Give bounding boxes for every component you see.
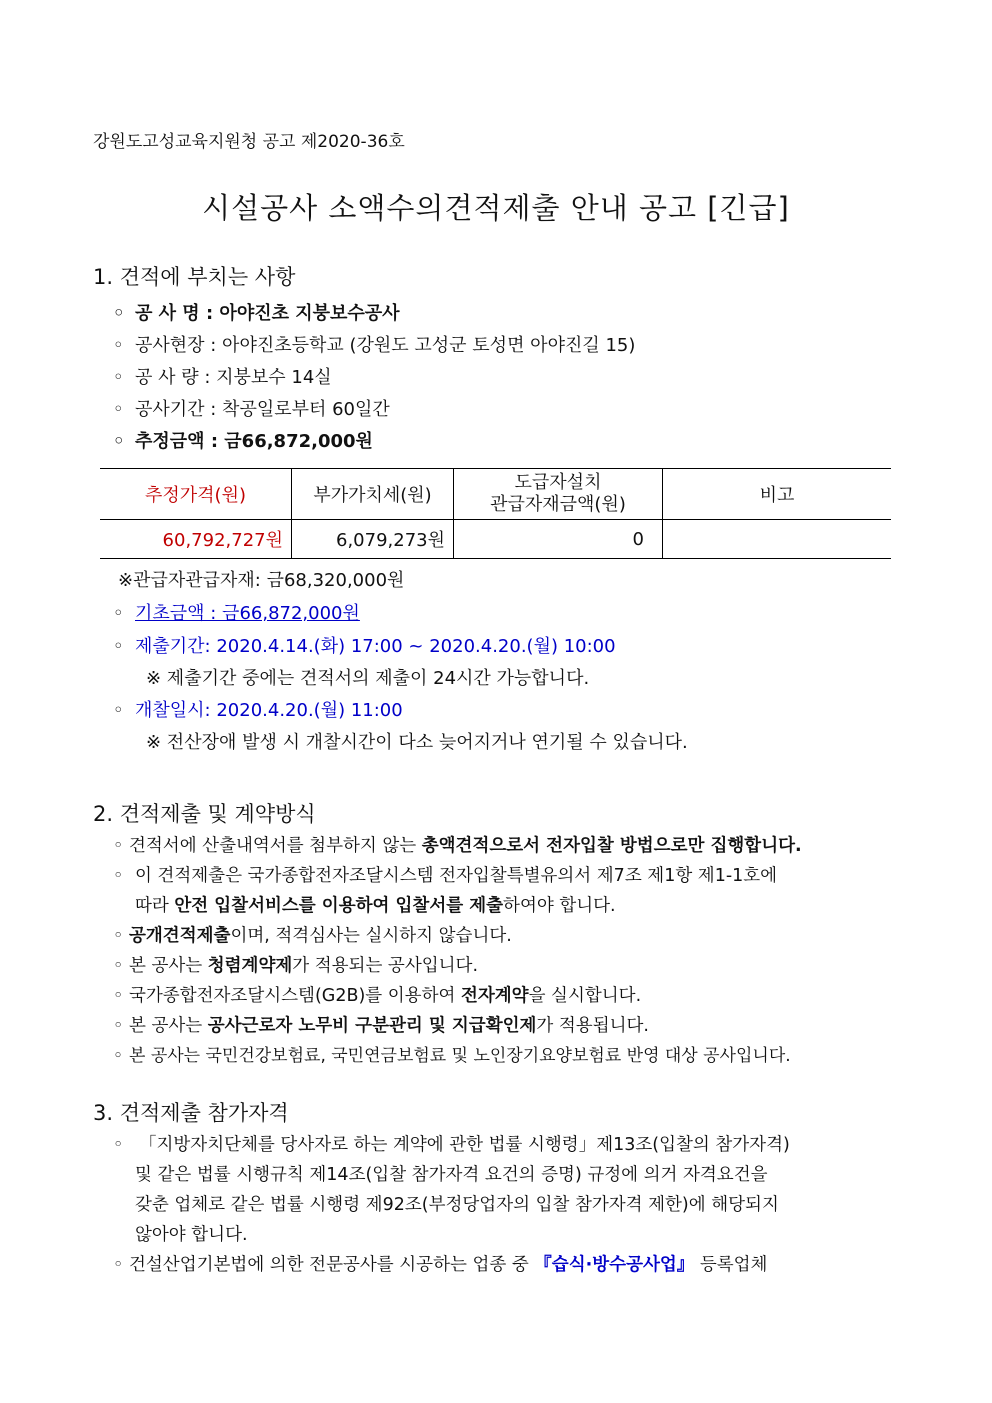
project-name: 공 사 명 : 아야진초 지붕보수공사: [135, 303, 400, 324]
contract-item-4-post: 가 적용되는 공사입니다.: [292, 956, 479, 976]
contract-item-7: [113, 1048, 791, 1065]
project-quantity: 공 사 량 : 지붕보수 14실: [135, 367, 332, 388]
project-estimate-item: [113, 433, 373, 451]
qualification-item-2-pre: 건설산업기본법에 의한 전문공사를 시공하는 업종 중: [129, 1255, 535, 1275]
table-header-row: [100, 469, 891, 520]
bullet-icon: ◦: [113, 700, 124, 721]
contract-item-2-post: 하여야 합니다.: [503, 896, 616, 916]
submit-period: 제출기간: 2020.4.14.(화) 17:00 ~ 2020.4.20.(월) 10:00: [135, 636, 616, 657]
cell-vat: 6,079,273원: [292, 520, 454, 559]
cell-estimated-price: 60,792,727원: [100, 520, 292, 559]
project-site-item: [113, 337, 635, 355]
cell-remarks: [663, 520, 892, 559]
contract-item-4-bold: 청렴계약제: [207, 956, 293, 976]
bullet-icon: ◦: [113, 926, 124, 946]
cell-supply-material: 0: [454, 520, 663, 559]
qualification-line-1: 「지방자치단체를 당사자로 하는 계약에 관한 법률 시행령」제13조(입찰의 참가자격): [139, 1135, 790, 1155]
bullet-icon: ◦: [113, 335, 124, 356]
open-note: ※ 전산장애 발생 시 개찰시간이 다소 늦어지거나 연기될 수 있습니다.: [146, 732, 688, 753]
header-vat: 부가가치세(원): [292, 469, 454, 520]
qualification-line-4: 않아야 합니다.: [135, 1225, 248, 1245]
contract-item-3: [113, 928, 512, 946]
bullet-icon: ◦: [113, 866, 124, 886]
contract-item-6-post: 가 적용됩니다.: [536, 1016, 649, 1036]
project-site: 공사현장 : 아야진초등학교 (강원도 고성군 토성면 아야진길 15): [135, 335, 636, 356]
notice-number: 강원도고성교육지원청 공고 제2020-36호: [93, 132, 405, 152]
estimate-table: [100, 468, 891, 559]
bullet-icon: ◦: [113, 836, 124, 856]
submit-note: ※ 제출기간 중에는 견적서의 제출이 24시간 가능합니다.: [146, 668, 590, 689]
contract-item-2-bold: 안전 입찰서비스를 이용하여 입찰서를 제출: [174, 896, 504, 916]
contract-item-5-pre: 국가종합전자조달시스템(G2B)를 이용하여: [129, 986, 461, 1006]
contract-item-1-text: 견적서에 산출내역서를 첨부하지 않는: [129, 836, 422, 856]
contract-item-5-bold: 전자계약: [460, 986, 529, 1006]
project-period: 공사기간 : 착공일로부터 60일간: [135, 399, 390, 420]
project-quantity-item: [113, 369, 332, 387]
contract-item-2: [113, 868, 777, 886]
header-supply-line1: 도급자설치: [514, 471, 602, 493]
bullet-icon: ◦: [113, 303, 125, 324]
project-name-item: [113, 305, 400, 323]
table-row: [100, 520, 891, 559]
bullet-icon: ◦: [113, 399, 124, 420]
qualification-item-2: [113, 1257, 767, 1275]
project-estimate: 추정금액 : 금66,872,000원: [135, 431, 373, 452]
contract-item-5: [113, 988, 641, 1006]
bullet-icon: ◦: [113, 1135, 124, 1155]
section1-heading: 1. 견적에 부치는 사항: [93, 265, 296, 289]
open-date-item: [113, 702, 403, 720]
contract-item-4: [113, 958, 478, 976]
contract-item-2-text: 이 견적제출은 국가종합전자조달시스템 전자입찰특별유의서 제7조 제1항 제1-1호에: [135, 866, 778, 886]
page-title: 시설공사 소액수의견적제출 안내 공고 [긴급]: [202, 191, 790, 225]
contract-item-6: [113, 1018, 649, 1036]
bullet-icon: ◦: [113, 367, 124, 388]
project-period-item: [113, 401, 390, 419]
contract-item-1-bold: 총액견적으로서 전자입찰 방법으로만 집행합니다.: [421, 836, 802, 856]
bullet-icon: ◦: [113, 1016, 124, 1036]
qualification-line-2: 및 같은 법률 시행규칙 제14조(입찰 참가자격 요건의 증명) 규정에 의거 자격요건을: [135, 1165, 768, 1185]
submit-period-item: [113, 638, 616, 656]
header-estimated-price: 추정가격(원): [100, 469, 292, 520]
header-remarks: 비고: [663, 469, 892, 520]
contract-item-3-text: 이며, 적격심사는 실시하지 않습니다.: [230, 926, 512, 946]
contract-item-6-pre: 본 공사는: [129, 1016, 208, 1036]
section2-heading: 2. 견적제출 및 계약방식: [93, 802, 316, 826]
bullet-icon: ◦: [113, 1046, 124, 1066]
contract-item-3-bold: 공개견적제출: [129, 926, 231, 946]
bullet-icon: ◦: [113, 986, 124, 1006]
bullet-icon: ◦: [113, 636, 124, 657]
bullet-icon: ◦: [113, 431, 125, 452]
contract-item-2-cont: [135, 898, 616, 916]
open-date: 개찰일시: 2020.4.20.(월) 11:00: [135, 700, 403, 721]
qualification-line-3: 갖춘 업체로 같은 법률 시행령 제92조(부정당업자의 입찰 참가자격 제한)에 해당되지: [135, 1195, 779, 1215]
contract-item-5-post: 을 실시합니다.: [528, 986, 642, 1006]
supply-material-note: ※관급자관급자재: 금68,320,000원: [118, 570, 405, 591]
base-amount-item: [113, 605, 360, 623]
header-supply-line2: 관급자재금액(원): [490, 494, 626, 515]
contract-item-6-bold: 공사근로자 노무비 구분관리 및 지급확인제: [207, 1016, 537, 1036]
contract-item-7-text: 본 공사는 국민건강보험료, 국민연금보험료 및 노인장기요양보험료 반영 대상 공사입니다.: [129, 1046, 791, 1066]
section3-heading: 3. 견적제출 참가자격: [93, 1101, 289, 1125]
bullet-icon: ◦: [113, 1255, 124, 1275]
qualification-item-1: [113, 1137, 790, 1155]
contract-item-2-pre: 따라: [135, 896, 175, 916]
bullet-icon: ◦: [113, 956, 124, 976]
contract-item-1: [113, 838, 802, 856]
bullet-icon: ◦: [113, 603, 124, 624]
header-supply-material: [454, 469, 663, 520]
qualification-item-2-bold: 『습식·방수공사업』: [534, 1255, 695, 1275]
contract-item-4-pre: 본 공사는: [129, 956, 208, 976]
base-amount: 기초금액 : 금66,872,000원: [135, 603, 360, 624]
qualification-item-2-post: 등록업체: [694, 1255, 768, 1275]
